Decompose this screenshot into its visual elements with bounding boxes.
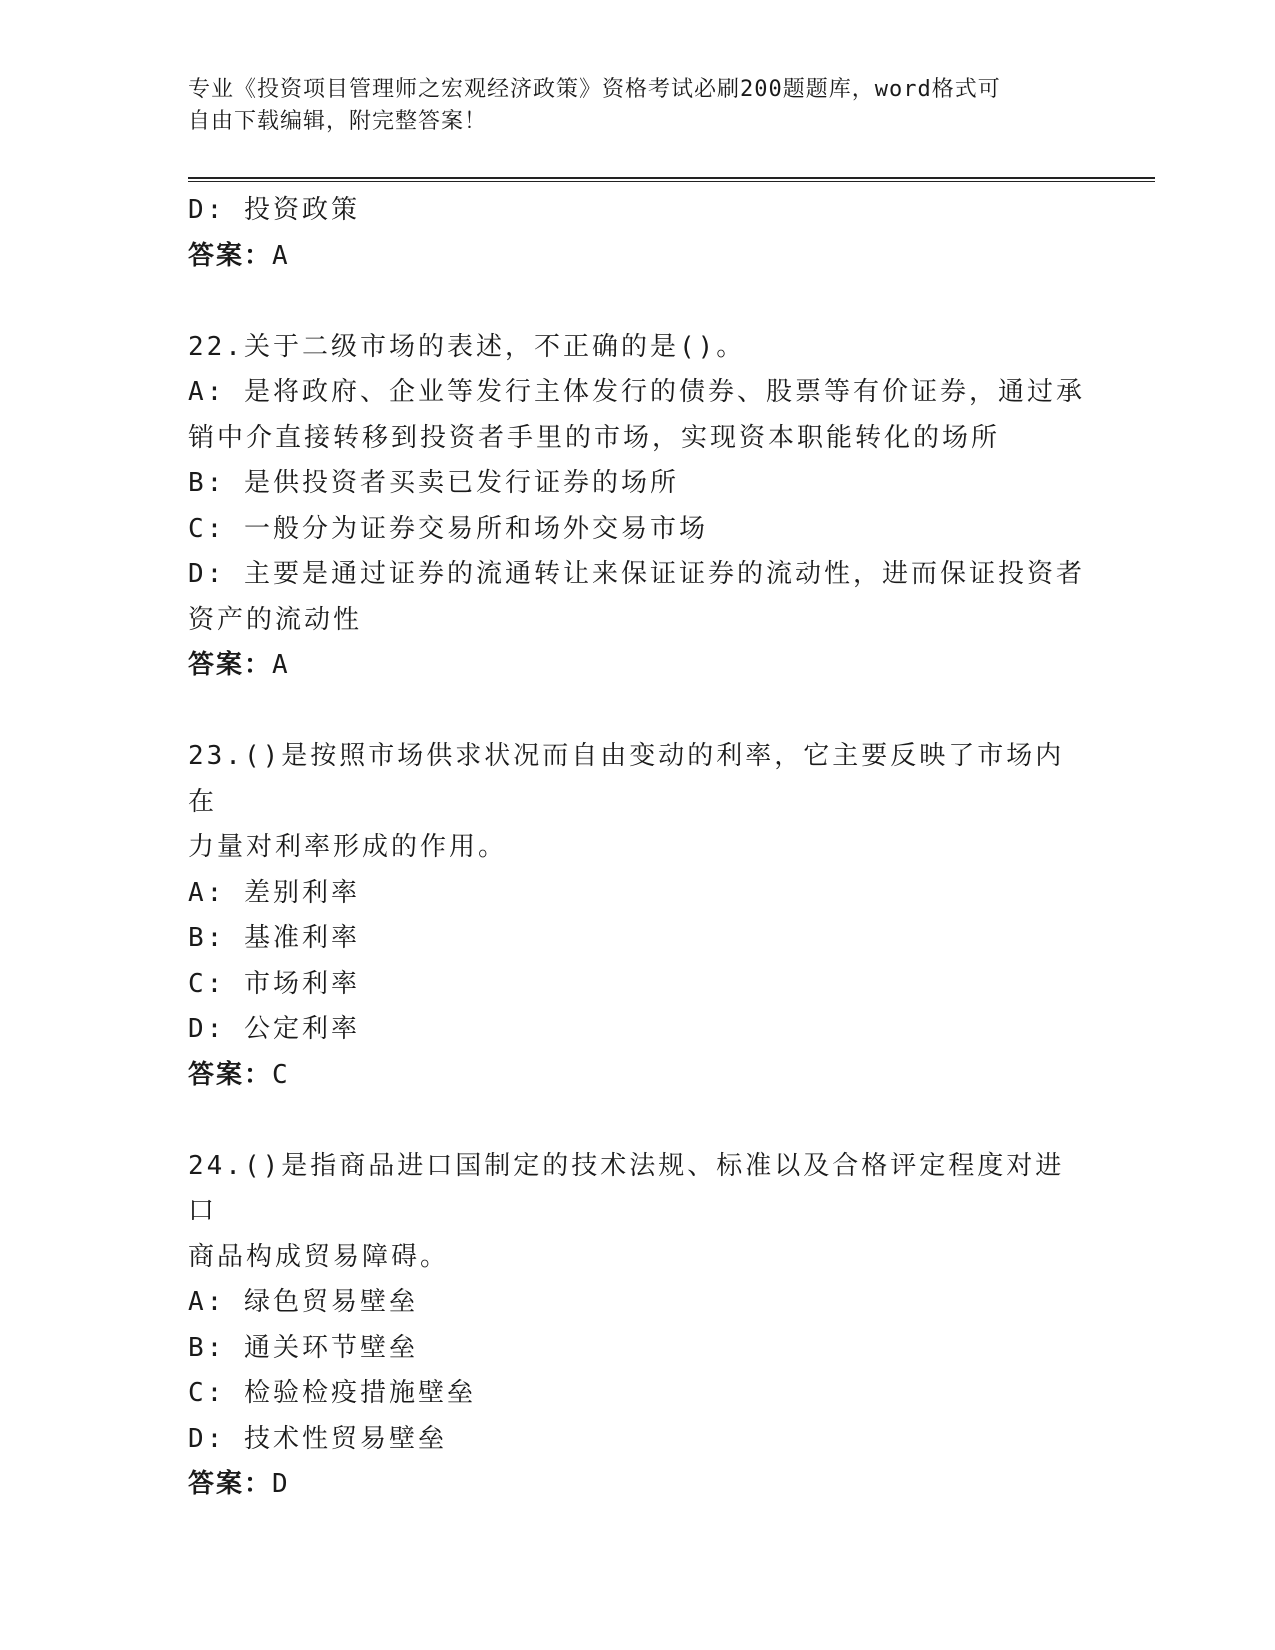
- question-24-option-c: C: 检验检疫措施壁垒: [188, 1378, 476, 1408]
- spacer: [188, 689, 1088, 735]
- question-24-stem-line-2: 商品构成贸易障碍。: [188, 1241, 450, 1272]
- answer-label: 答案：: [188, 1469, 273, 1499]
- answer-value: A: [272, 240, 290, 271]
- question-23-stem-line-2: 力量对利率形成的作用。: [188, 832, 508, 862]
- spacer: [188, 1098, 1088, 1144]
- question-23-option-d: D: 公定利率: [188, 1014, 360, 1044]
- question-24-option-a: A: 绿色贸易壁垒: [188, 1287, 418, 1317]
- question-23-option-b: B: 基准利率: [188, 923, 360, 953]
- question-23-answer: [188, 1053, 1088, 1099]
- question-21: [188, 188, 1088, 279]
- question-23-stem-line-1: 23.()是按照市场供求状况而自由变动的利率，它主要反映了市场内在: [188, 741, 1065, 817]
- answer-label: 答案：: [188, 1059, 273, 1090]
- question-22-option-d-line-1: D: 主要是通过证券的流通转让来保证证券的流动性，进而保证投资者: [188, 559, 1085, 589]
- question-21-answer: [188, 234, 1088, 280]
- answer-label: 答案：: [188, 650, 273, 680]
- question-23-option-c: C: 市场利率: [188, 968, 360, 999]
- question-24-option-d: D: 技术性贸易壁垒: [188, 1423, 447, 1454]
- page-header: [188, 74, 1068, 138]
- question-22-option-c: C: 一般分为证券交易所和场外交易市场: [188, 513, 708, 544]
- header-divider: [188, 177, 1155, 179]
- spacer: [188, 279, 1088, 325]
- question-22-option-a-line-2: 销中介直接转移到投资者手里的市场，实现资本职能转化的场所: [188, 422, 1001, 453]
- question-22: [188, 325, 1088, 689]
- header-title-line-2: 自由下载编辑，附完整答案！: [188, 109, 488, 134]
- answer-value: A: [272, 650, 290, 680]
- question-22-answer: [188, 643, 1088, 689]
- header-title-line-1: 专业《投资项目管理师之宏观经济政策》资格考试必刷200题题库，word格式可: [188, 77, 1001, 102]
- answer-label: 答案：: [188, 240, 273, 271]
- question-24-answer: [188, 1462, 1088, 1508]
- question-24-option-b: B: 通关环节壁垒: [188, 1332, 418, 1363]
- question-21-option-d: D: 投资政策: [188, 195, 360, 225]
- question-24: [188, 1144, 1088, 1508]
- question-24-stem-line-1: 24.()是指商品进口国制定的技术法规、标准以及合格评定程度对进口: [188, 1150, 1065, 1226]
- answer-value: C: [272, 1059, 290, 1090]
- question-list: [188, 188, 1088, 1508]
- question-22-option-d-line-2: 资产的流动性: [188, 604, 363, 635]
- question-22-option-a-line-1: A: 是将政府、企业等发行主体发行的债券、股票等有价证券，通过承: [188, 377, 1085, 407]
- answer-value: D: [272, 1469, 290, 1499]
- question-23: [188, 734, 1088, 1098]
- question-23-option-a: A: 差别利率: [188, 877, 360, 908]
- question-22-stem: 22.关于二级市场的表述，不正确的是()。: [188, 331, 746, 362]
- header-divider-thin: [188, 181, 1155, 182]
- question-22-option-b: B: 是供投资者买卖已发行证券的场所: [188, 468, 679, 498]
